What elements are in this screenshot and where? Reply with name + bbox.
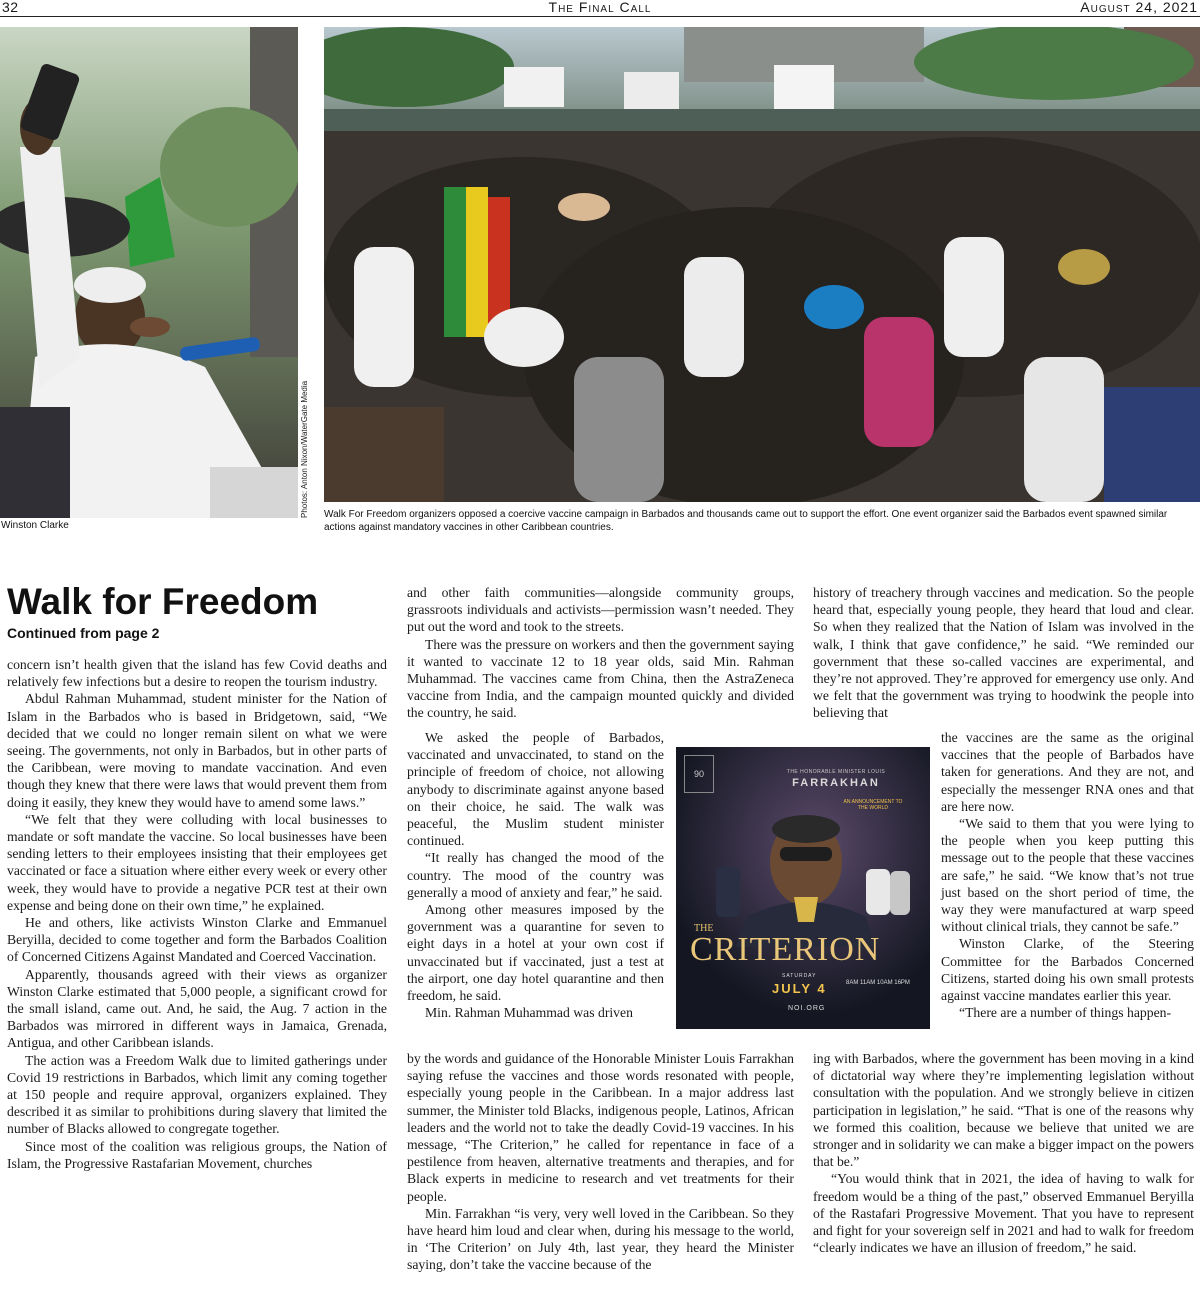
paragraph: concern isn’t health given that the island has few Covid deaths and relatively few infections but a desire to reopen the tourism industry. (7, 657, 387, 690)
poster-day: SATURDAY (782, 973, 817, 979)
winston-clarke-photo (0, 27, 298, 518)
paragraph: The action was a Freedom Walk due to limited gatherings under Covid 19 restrictions in Barbados, which limit any coming together at 150 people and require approval, organizers explained. They described it as similar to prohibitions during slavery that limited the number of Blacks allowed to congregate together. (7, 1052, 387, 1137)
poster-date: JULY 4 (772, 981, 827, 996)
left-photo-caption: Winston Clarke (1, 520, 69, 531)
issue-date: August 24, 2021 (1080, 0, 1198, 15)
paragraph: Among other measures imposed by the government was a quarantine for seven to eight days in a hotel at your own cost if unvaccinated but if vaccinated, just a test at the airport, one day hotel quarantine and then freedom, he said. (407, 902, 664, 1004)
paragraph: He and others, like activists Winston Clarke and Emmanuel Beryilla, decided to come together and form the Barbados Coalition of Concerned Citizens Against Mandated and Coerced Vaccination. (7, 915, 387, 965)
paragraph: by the words and guidance of the Honorable Minister Louis Farrakhan saying refuse the vaccines and those words resonated with people, especially young people in the Caribbean. In a major address last summer, the Minister told Blacks, indigenous people, Latinos, African leaders and the world not to take the deadly Covid-19 vaccines. In his message, “The Criterion,” he called for repentance in face of a pestilence from heaven, alternative treatments and therapies, and for Black experts in medicine to research and vet treatments for their people. (407, 1051, 794, 1204)
poster-times: 8AM 11AM 10AM 16PM (846, 980, 910, 986)
column-2-bottom (407, 1050, 794, 1274)
publication-name: The Final Call (548, 0, 652, 15)
paragraph: “There are a number of things happen- (959, 1005, 1172, 1021)
paragraph: “It really has changed the mood of the country. The mood of the country was generally a mood of anxiety and fear,” he said. (407, 850, 664, 900)
criterion-poster-image (676, 747, 930, 1029)
paragraph: There was the pressure on workers and then the government saying it wanted to vaccinate 12 to 18 year olds, said Min. Rahman Muhammad. The vaccines came from China, then the AstraZeneca vaccine from India, and the campaign mounted quickly and divided the country, he said. (407, 636, 794, 721)
paragraph: the vaccines are the same as the original vaccines that the people of Barbados have taken for generations. And they are not, and especially the messenger RNA ones and that are here now. (941, 730, 1194, 814)
paragraph: ing with Barbados, where the government has been moving in a kind of dictatorial way where they’re implementing legislation without consultation with the population. And we strongly believe in citizen participation in legislation,” he said. “That is one of the reasons why we formed this coalition, because we believe that united we are stronger and in solidarity we can make a bigger impact on the powers that be.” (813, 1051, 1194, 1170)
poster-title-article: THE (694, 923, 714, 934)
column-3-wrap (941, 729, 1194, 1021)
running-header (0, 0, 1200, 17)
crowd-photo (324, 27, 1200, 502)
paragraph: Min. Farrakhan “is very, very well loved in the Caribbean. So they have heard him loud and clear when, during his message to the world, in ‘The Criterion’ on July 4th, last year, they heard the Minister saying, don’t take the vaccine because of the (407, 1205, 794, 1273)
column-2-wrap (407, 729, 664, 1021)
paragraph: Apparently, thousands agreed with their views as organizer Winston Clarke estimated that 5,000 people, a significant crowd for the small island, came out. And, he said, the Aug. 7 action in the Barbados was mirrored in different ways in Jamaica, Grenada, Antigua, and other Caribbean islands. (7, 966, 387, 1051)
anniversary-badge: 90 (684, 755, 714, 793)
paragraph: “You would think that in 2021, the idea of having to walk for freedom would be a thing of the past,” observed Emmanuel Beryilla of the Rastafari Progressive Movement. That you have to represent and fight for your sovereign self in 2021 and had to walk for freedom “clearly indicates we have an illusion of freedom,” he said. (813, 1171, 1194, 1256)
paragraph: We asked the people of Barbados, vaccinated and unvaccinated, to stand on the principle of freedom of choice, not allowing anybody to discriminate against anyone based on their choice, he said. The walk was peaceful, the Muslim student minister continued. (407, 730, 664, 849)
poster-host: THE HONORABLE MINISTER LOUIS (786, 769, 886, 775)
column-2-top (407, 584, 794, 722)
headline: Walk for Freedom (7, 581, 319, 622)
crowd-photo-caption: Walk For Freedom organizers opposed a coercive vaccine campaign in Barbados and thousands came out to support the effort. One event organizer said the Barbados event spawned similar actions against mandatory vaccines in other Caribbean countries. (324, 509, 1168, 533)
paragraph: history of treachery through vaccines and medication. So the people heard that, especially young people, they heard that loud and clear. So when they realized that the Nation of Islam was involved in the walk, I think that gave confidence,” he said. “We reminded our government that these so-called vaccines are experimental, and they’re not approved. They’re approved for emergency use only. And we felt that the government was trying to hoodwink the people into believing that (813, 585, 1194, 721)
poster-speaker: FARRAKHAN (792, 777, 880, 789)
poster-website: NOI.ORG (788, 1005, 826, 1012)
paragraph: Since most of the coalition was religious groups, the Nation of Islam, the Progressive Rastafarian Movement, churches (7, 1138, 387, 1171)
column-3-top (813, 584, 1194, 722)
column-3-bottom (813, 1050, 1194, 1256)
paragraph: “We felt that they were colluding with local businesses to mandate or soft mandate the vaccine. So local businesses have been sending letters to their employees insisting that their employees get vaccinated or face a situation where either every week or every other week, they would have to provide a negative PCR test at their own expense and being done on their own time,” he explained. (7, 811, 387, 913)
photo-credit: Photos: Anton Nixon/WaterGate Media (300, 380, 309, 518)
paragraph: Abdul Rahman Muhammad, student minister for the Nation of Islam in the Barbados who is based in Bridgetown, said, “We decided that we could no longer remain silent on what we were seeing. The governments, not only in Barbados, but in other parts of the Caribbean, were moving to mandate vaccination. And even though they knew that there were laws that would prevent them from doing it easily, they knew they would have to amend some laws.” (7, 691, 387, 810)
article-column-1 (7, 656, 387, 1296)
paragraph: Winston Clarke, of the Steering Committee for the Barbados Concerned Citizens, started doing his own small protests against vaccine mandates earlier this year. (941, 936, 1194, 1004)
poster-announcement: AN ANNOUNCEMENT TO THE WORLD (843, 799, 903, 811)
paragraph: and other faith communities—alongside community groups, grassroots individuals and activists—permission wasn’t needed. They put out the word and took to the streets. (407, 585, 794, 635)
paragraph: Min. Rahman Muhammad was driven (425, 1005, 633, 1021)
paragraph: “We said to them that you were lying to the people when you keep putting this message out to the people that these vaccines are safe,” he said. “We know that’s not true just based on the short period of time, the way they were manufactured at warp speed without clinical trials, they cannot be safe.” (941, 816, 1194, 935)
page-number: 32 (2, 0, 19, 15)
continued-from-note: Continued from page 2 (7, 625, 160, 641)
poster-title: CRITERION (690, 931, 881, 968)
